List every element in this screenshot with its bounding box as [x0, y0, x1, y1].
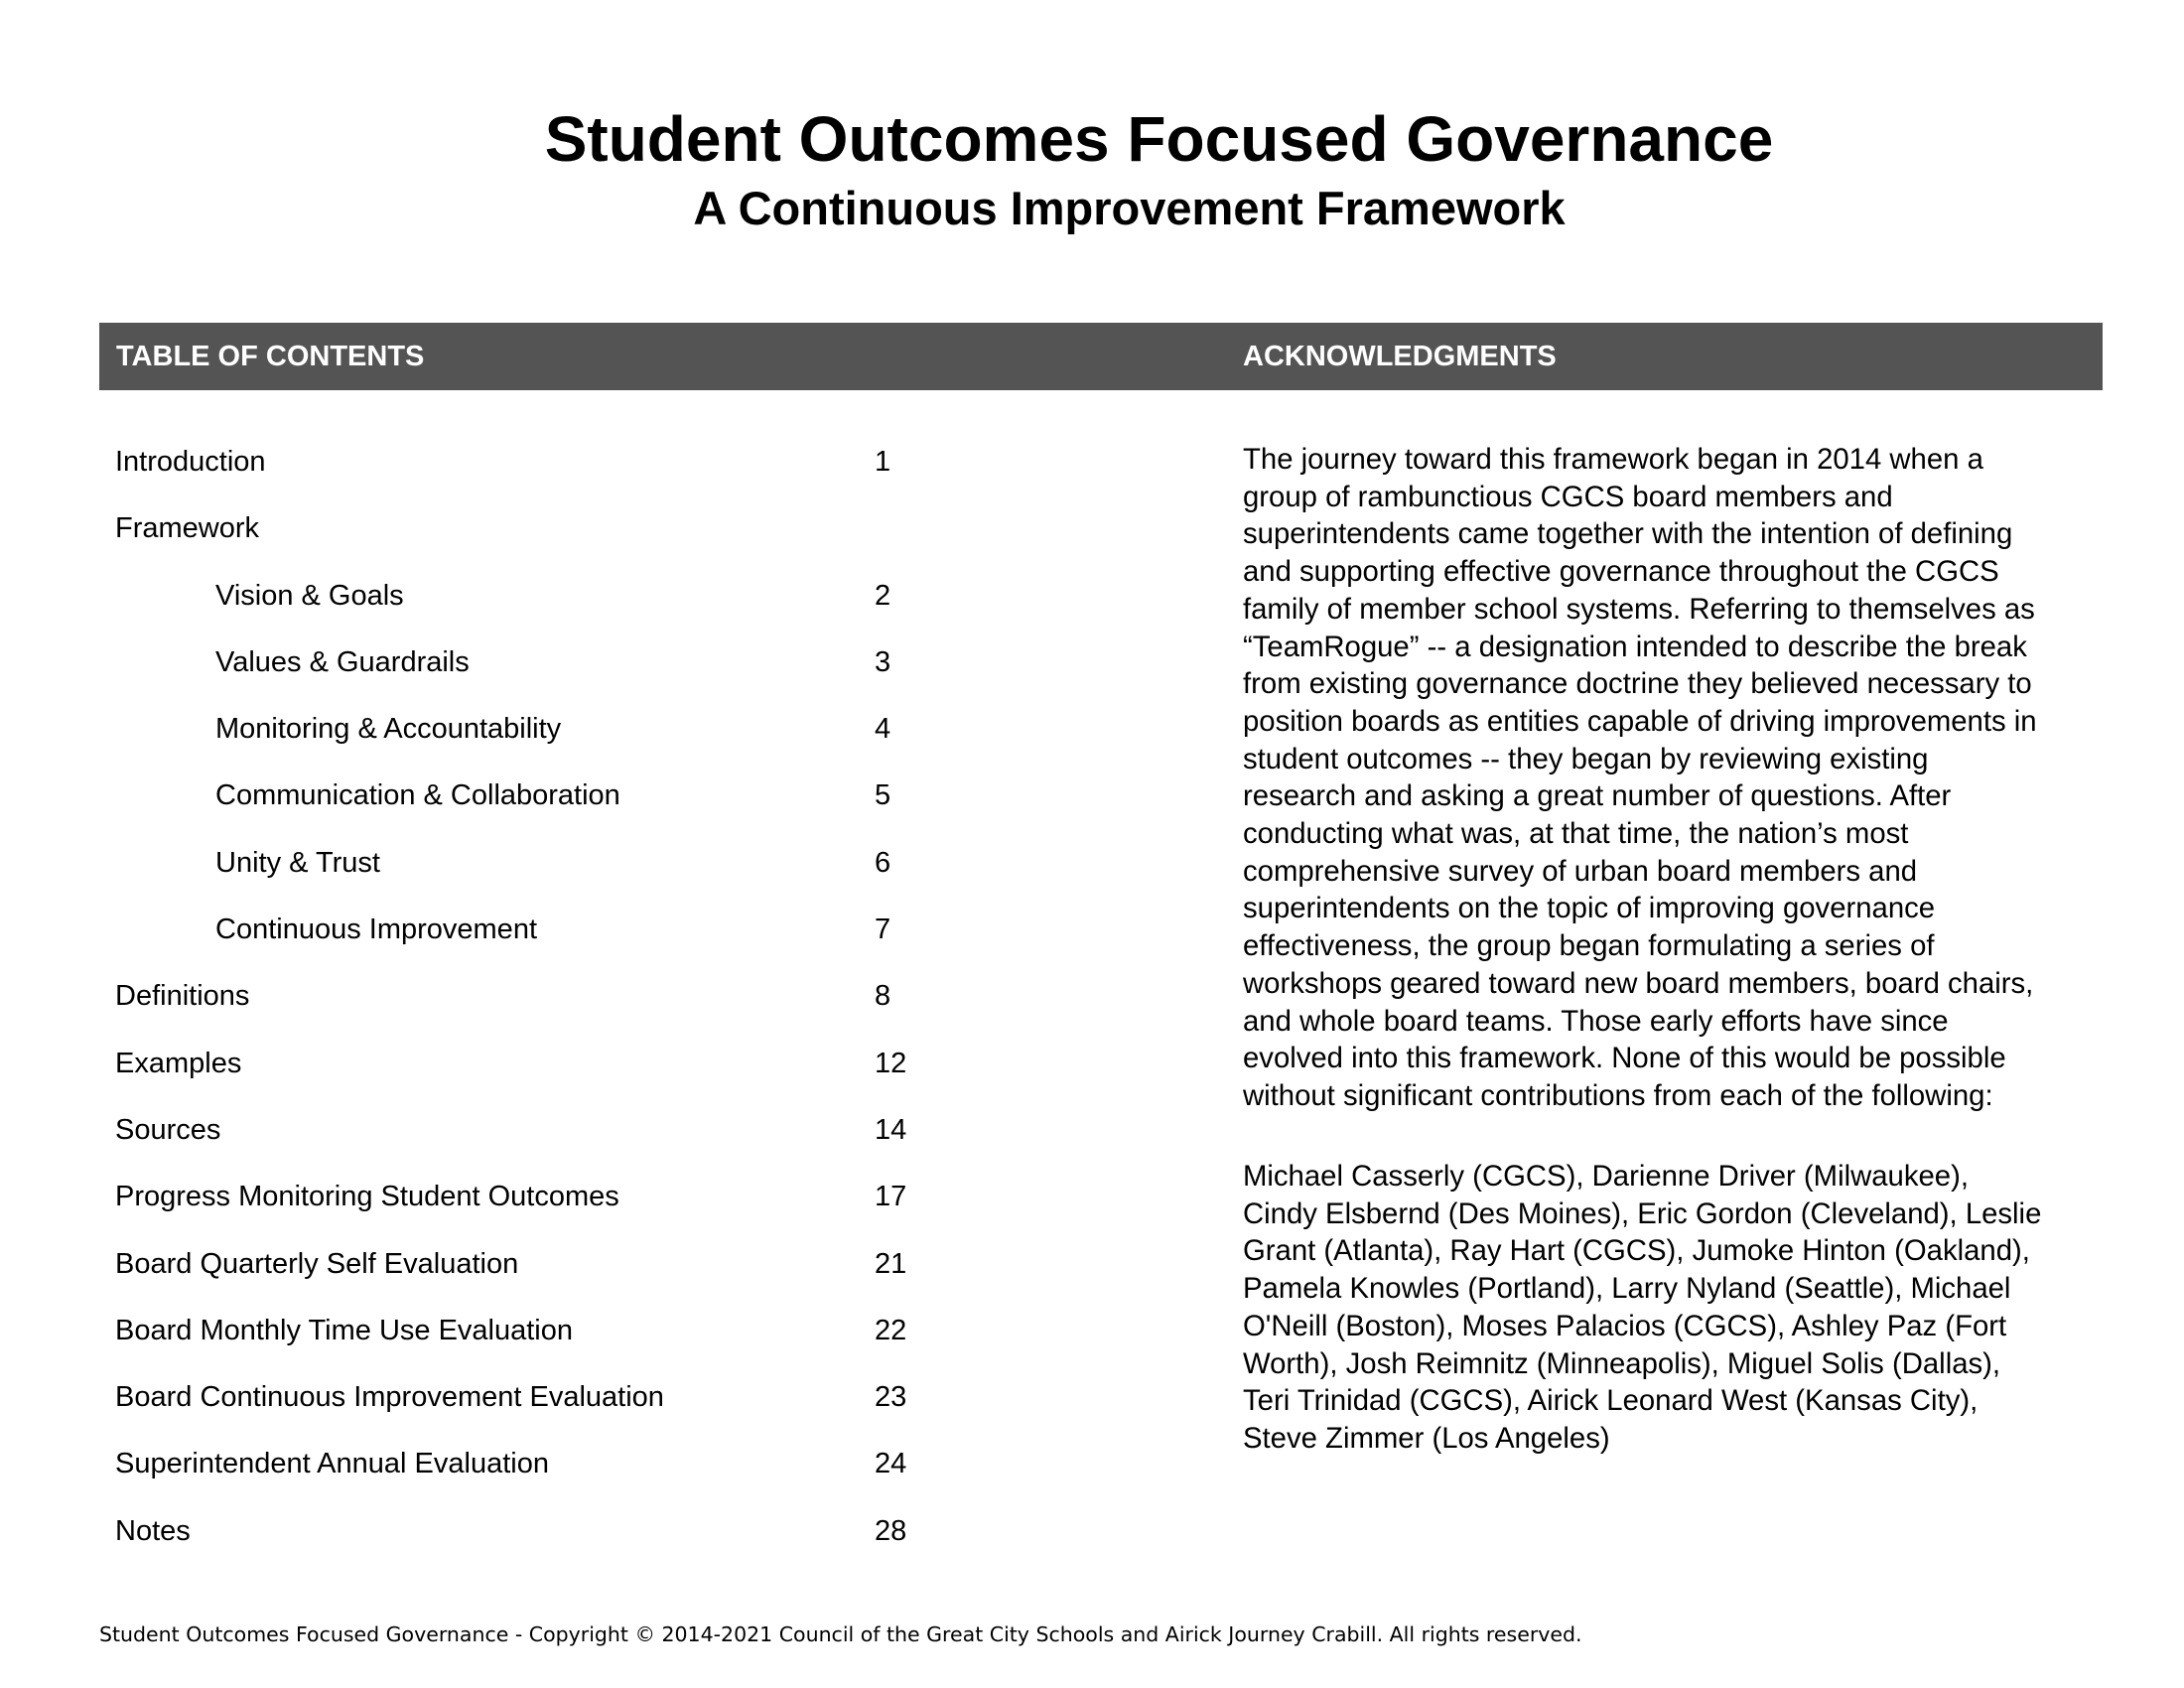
acknowledgments-line: family of member school systems. Referring to themselves as [1243, 592, 2035, 626]
section-header-bar [99, 323, 2103, 390]
toc-item[interactable] [115, 433, 949, 499]
acknowledgments-line: and whole board teams. Those early efforts have since [1243, 1004, 1949, 1038]
toc-item-label: Unity & Trust [215, 846, 380, 879]
toc-item-page: 6 [875, 846, 891, 879]
toc-item[interactable] [115, 901, 949, 967]
acknowledgments-line: group of rambunctious CGCS board members and [1243, 480, 1893, 513]
acknowledgments-line: Grant (Atlanta), Ray Hart (CGCS), Jumoke Hinton (Oakland), [1243, 1234, 2030, 1268]
toc-item-page: 5 [875, 779, 891, 812]
toc-heading: TABLE OF CONTENTS [116, 341, 425, 372]
toc-item-page: 7 [875, 914, 891, 946]
acknowledgments-line: position boards as entities capable of driving improvements in [1243, 704, 2037, 738]
toc-item[interactable] [115, 1168, 949, 1234]
toc-item-page: 17 [875, 1181, 907, 1213]
toc-item-label: Introduction [115, 446, 266, 478]
toc-item[interactable] [115, 967, 949, 1034]
acknowledgments-line: “TeamRogue” -- a designation intended to describe the break [1243, 630, 2027, 663]
toc-item-label: Progress Monitoring Student Outcomes [115, 1181, 619, 1213]
toc-item[interactable] [115, 1035, 949, 1101]
acknowledgments-line: Michael Casserly (CGCS), Darienne Driver (Milwaukee), [1243, 1160, 1969, 1193]
page-subtitle: A Continuous Improvement Framework [693, 182, 1566, 234]
acknowledgments-line: The journey toward this framework began in 2014 when a [1243, 443, 1983, 476]
toc-item-page: 23 [875, 1381, 907, 1414]
page-title: Student Outcomes Focused Governance [544, 103, 1774, 175]
acknowledgments-line: comprehensive survey of urban board members and [1243, 854, 1918, 888]
toc-item[interactable] [115, 1435, 949, 1501]
toc-item[interactable] [115, 633, 949, 700]
acknowledgments-line: superintendents on the topic of improving governance [1243, 892, 1936, 925]
toc-item[interactable] [115, 499, 949, 566]
toc-item-label: Board Quarterly Self Evaluation [115, 1247, 519, 1280]
acknowledgments-line: research and asking a great number of questions. After [1243, 779, 1952, 813]
acknowledgments-line: effectiveness, the group began formulating a series of [1243, 929, 1935, 963]
toc-item[interactable] [115, 700, 949, 767]
acknowledgments-paragraph [1243, 441, 2097, 1115]
acknowledgments-names [1243, 1158, 2097, 1458]
toc-item[interactable] [115, 1368, 949, 1435]
acknowledgments-line: student outcomes -- they began by reviewing existing [1243, 742, 1929, 775]
toc-item-label: Definitions [115, 980, 250, 1013]
toc-item-label: Board Continuous Improvement Evaluation [115, 1381, 664, 1414]
toc-item-label: Examples [115, 1047, 242, 1079]
toc-item-page: 14 [875, 1113, 907, 1146]
acknowledgments-line: Worth), Josh Reimnitz (Minneapolis), Miguel Solis (Dallas), [1243, 1346, 2001, 1380]
toc-item-label: Superintendent Annual Evaluation [115, 1448, 549, 1480]
toc-item-page: 2 [875, 579, 891, 612]
toc-item-page: 21 [875, 1247, 907, 1280]
toc-item-page: 3 [875, 645, 891, 678]
acknowledgments-line: superintendents came together with the intention of defining [1243, 517, 2013, 551]
toc-item-page: 24 [875, 1448, 907, 1480]
toc-item[interactable] [115, 1302, 949, 1368]
acknowledgments-line: workshops geared toward new board members, board chairs, [1243, 966, 2034, 1000]
toc-item-label: Continuous Improvement [215, 914, 537, 946]
toc-item-label: Notes [115, 1514, 191, 1547]
acknowledgments-heading: ACKNOWLEDGMENTS [1243, 341, 1557, 372]
acknowledgments-line: Teri Trinidad (CGCS), Airick Leonard West (Kansas City), [1243, 1384, 1979, 1418]
acknowledgments-line: from existing governance doctrine they believed necessary to [1243, 667, 2032, 701]
table-of-contents [115, 433, 949, 1569]
toc-item-label: Vision & Goals [215, 579, 404, 612]
acknowledgments-line: evolved into this framework. None of this would be possible [1243, 1042, 2006, 1075]
toc-item-label: Monitoring & Accountability [215, 713, 562, 746]
acknowledgments-line: Steve Zimmer (Los Angeles) [1243, 1421, 1610, 1455]
toc-item-label: Communication & Collaboration [215, 779, 620, 812]
toc-item-label: Sources [115, 1113, 221, 1146]
toc-item-page: 1 [875, 446, 891, 478]
acknowledgments-line: conducting what was, at that time, the nation’s most [1243, 817, 1909, 851]
toc-item[interactable] [115, 567, 949, 633]
toc-item[interactable] [115, 1235, 949, 1302]
acknowledgments-line: without significant contributions from each of the following: [1243, 1078, 1993, 1112]
acknowledgments-line: Cindy Elsbernd (Des Moines), Eric Gordon (Cleveland), Leslie [1243, 1196, 2042, 1230]
toc-item-page: 22 [875, 1314, 907, 1346]
acknowledgments-line: O'Neill (Boston), Moses Palacios (CGCS), Ashley Paz (Fort [1243, 1309, 2007, 1342]
toc-item[interactable] [115, 1101, 949, 1168]
acknowledgments-line: Pamela Knowles (Portland), Larry Nyland (Seattle), Michael [1243, 1272, 2011, 1306]
acknowledgments-line: and supporting effective governance throughout the CGCS [1243, 555, 1999, 589]
toc-item-label: Board Monthly Time Use Evaluation [115, 1314, 573, 1346]
toc-item[interactable] [115, 767, 949, 833]
toc-item-page: 8 [875, 980, 891, 1013]
toc-item[interactable] [115, 834, 949, 901]
toc-item-page: 12 [875, 1047, 907, 1079]
toc-item-page: 28 [875, 1514, 907, 1547]
toc-item[interactable] [115, 1502, 949, 1569]
toc-item-page: 4 [875, 713, 891, 746]
toc-item-label: Values & Guardrails [215, 645, 470, 678]
copyright-footer: Student Outcomes Focused Governance - Copyright © 2014-2021 Council of the Great City Schools and Airick Journey Crabill. All rights reserved. [99, 1622, 1582, 1646]
toc-item-label: Framework [115, 512, 260, 545]
